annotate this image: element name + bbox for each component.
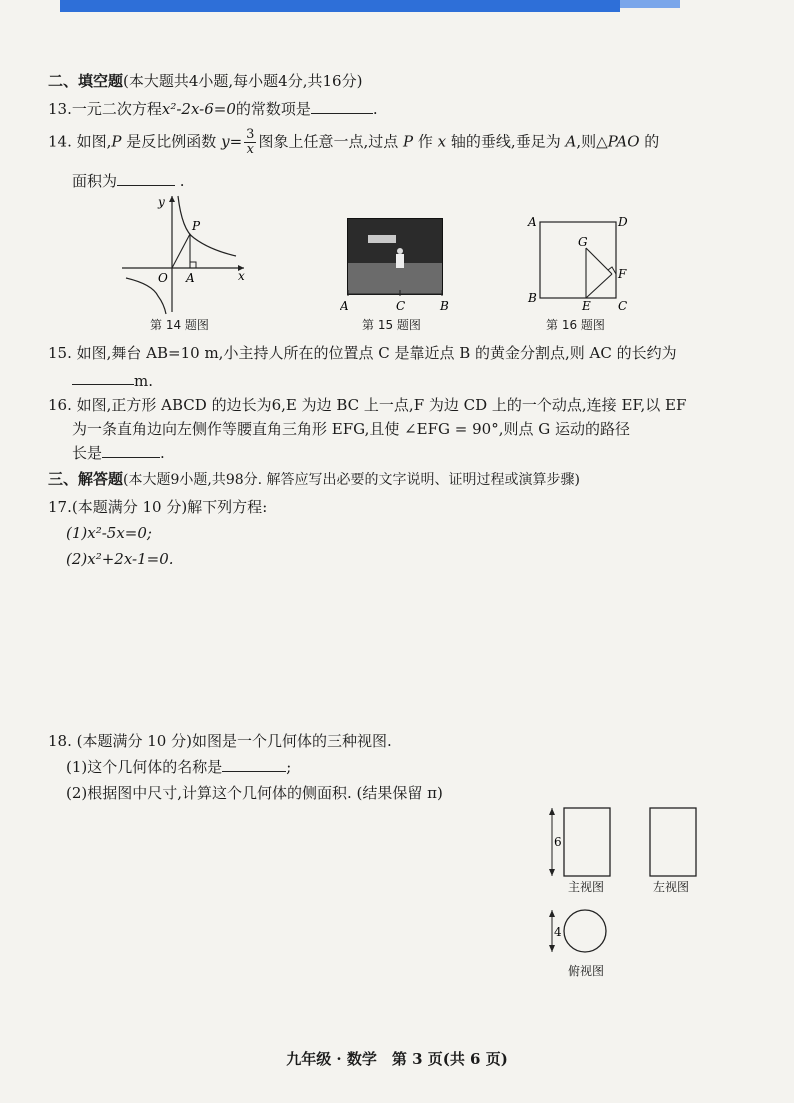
- question-16-line3: [48, 442, 165, 464]
- left-view-rect: [650, 808, 696, 876]
- q13-answer-blank[interactable]: [311, 99, 373, 114]
- q14-text-g: 的: [644, 132, 660, 151]
- q14-point-p-2: P: [403, 132, 414, 151]
- q14-var-y: y: [221, 132, 230, 151]
- fig14-label-a: A: [186, 271, 195, 285]
- q18-number: 18.: [48, 732, 72, 750]
- q17-number: 17.: [48, 498, 72, 516]
- fig14-y-arrow: [169, 196, 175, 202]
- fig15-stage-photo: [347, 218, 443, 295]
- top-view-caption: 俯视图: [568, 964, 605, 978]
- fig16-label-c: C: [618, 299, 628, 312]
- q14-number: 14.: [48, 132, 72, 151]
- q16-text-3: 长是: [72, 444, 103, 462]
- section-3-title: 三、解答题: [48, 470, 124, 488]
- q13-number: 13.: [48, 100, 72, 118]
- q17-part-2: (2)x²+2x-1=0.: [66, 550, 174, 568]
- q14-var-x: x: [437, 132, 447, 151]
- fig14-label-x: x: [238, 269, 245, 283]
- front-dim-arrow-bottom: [549, 869, 555, 876]
- fig16-label-f: F: [618, 267, 627, 281]
- q14-eq-sign: =: [229, 132, 243, 151]
- section-2-heading: [48, 70, 362, 92]
- q16-text-1: 如图,正方形 ABCD 的边长为6,E 为边 BC 上一点,F 为边 CD 上的一个动点,连接 EF,以 EF: [76, 396, 687, 414]
- q13-text-2: 的常数项是: [235, 100, 311, 118]
- fig15-label-a: A: [340, 299, 349, 313]
- q15-answer-blank[interactable]: [72, 370, 134, 385]
- q14-period: .: [179, 172, 185, 190]
- top-blue-strip-light: [620, 0, 680, 8]
- left-view-caption: 左视图: [653, 880, 690, 894]
- fig15-host-body: [396, 254, 404, 268]
- q14-fraction: [244, 128, 256, 157]
- top-dim-arrow-bottom: [549, 945, 555, 952]
- section-3-heading: [48, 468, 580, 491]
- q14-text-f: 则△: [581, 132, 608, 151]
- fig14-right-angle: [190, 262, 196, 268]
- section-2-note: (本大题共4小题,每小题4分,共16分): [123, 72, 363, 90]
- fig16-square: [540, 222, 616, 298]
- q14-fraction-den: x: [246, 142, 254, 157]
- fig15-label-b: B: [440, 299, 449, 313]
- q14-answer-blank[interactable]: [117, 171, 175, 186]
- q16-number: 16.: [48, 396, 72, 414]
- q14-text-e: 轴的垂线,垂足为: [450, 132, 561, 151]
- q15-unit: m.: [134, 372, 153, 390]
- fig16-segment-ef: [586, 274, 612, 298]
- fig15-baseline: [340, 290, 452, 314]
- fig14-label-p: P: [192, 219, 201, 233]
- q14-text-c: 图象上任意一点,过点: [258, 132, 399, 151]
- q18-part-1-end: ;: [286, 758, 292, 776]
- top-view-circle: [564, 910, 606, 952]
- fig14-curve-q1: [178, 196, 236, 256]
- q14-area-text: 面积为: [72, 172, 118, 190]
- q16-answer-blank[interactable]: [102, 443, 160, 458]
- fig14-label-o: O: [158, 271, 168, 285]
- q18-title: (本题满分 10 分)如图是一个几何体的三种视图.: [76, 732, 392, 750]
- fig16-label-g: G: [578, 235, 588, 249]
- fig16-caption: 第 16 题图: [546, 318, 605, 332]
- fig14-label-y: y: [158, 195, 165, 209]
- q13-text: 一元二次方程: [71, 100, 162, 118]
- q17-title: (本题满分 10 分)解下列方程:: [71, 498, 268, 516]
- q14-point-p: P: [111, 132, 122, 151]
- top-blue-strip: [60, 0, 620, 12]
- fig15-caption: 第 15 题图: [362, 318, 421, 332]
- q13-equation: x²-2x-6=0: [161, 100, 236, 118]
- section-3-note: (本大题9小题,共98分. 解答应写出必要的文字说明、证明过程或演算步骤): [123, 472, 581, 488]
- figure-16: [524, 212, 634, 312]
- fig14-segment-op: [172, 234, 190, 268]
- front-dim-label: 6: [554, 835, 562, 849]
- fig16-label-b: B: [528, 291, 537, 305]
- q14-triangle: PAO: [607, 132, 640, 151]
- q17-part-1: (1)x²-5x=0;: [66, 524, 152, 542]
- q18-part-1-text: (1)这个几何体的名称是: [66, 758, 223, 776]
- q14-fraction-num: 3: [246, 127, 255, 142]
- q14-text-a: 如图,: [76, 132, 112, 151]
- fig15-stage-sign: [368, 235, 396, 243]
- q14-point-a: A: [565, 132, 577, 151]
- fig15-label-c: C: [396, 299, 406, 313]
- q16-text-2: 为一条直角边向左侧作等腰直角三角形 EFG,且使 ∠EFG = 90°,则点 G 运动的路径: [72, 420, 630, 438]
- q14-text-b: 是反比例函数: [126, 132, 217, 151]
- fig16-label-d: D: [618, 215, 628, 229]
- q16-period: .: [160, 444, 165, 462]
- page-footer: 九年级 · 数学 第 3 页(共 6 页): [286, 1050, 508, 1068]
- q13-period: .: [372, 100, 378, 118]
- q18-part-2: (2)根据图中尺寸,计算这个几何体的侧面积. (结果保留 π): [66, 784, 443, 802]
- section-2-title: 二、填空题: [48, 72, 124, 90]
- q18-part-1: [66, 756, 291, 778]
- question-16-line2: [48, 418, 630, 440]
- question-15: [48, 342, 677, 364]
- question-14: 14. 如图,P 是反比例函数 y= $\frac{3}{x}$ 图象上任意一点,过点 P 作 x 轴的垂线,垂足为 A,则△PAO 的: [48, 127, 660, 157]
- q15-text: 如图,舞台 AB=10 m,小主持人所在的位置点 C 是靠近点 B 的黄金分割点,则 AC 的长约为: [76, 344, 677, 362]
- figure-14: [118, 192, 250, 317]
- fig14-caption: 第 14 题图: [150, 318, 209, 332]
- question-15-line2: [48, 370, 153, 392]
- q18-answer-blank[interactable]: [222, 757, 286, 772]
- front-dim-arrow-top: [549, 808, 555, 815]
- question-14-line2: [48, 170, 185, 192]
- fig16-label-e: E: [582, 299, 591, 312]
- question-13: [48, 98, 378, 120]
- fig16-label-a: A: [528, 215, 537, 229]
- question-18: [48, 730, 392, 752]
- question-16: [48, 394, 686, 416]
- q14-text-d: 作: [417, 132, 433, 151]
- top-dim-arrow-top: [549, 910, 555, 917]
- front-view-rect: [564, 808, 610, 876]
- q15-number: 15.: [48, 344, 72, 362]
- front-view-caption: 主视图: [568, 880, 605, 894]
- question-17: [48, 496, 267, 518]
- top-dim-label: 4: [554, 925, 562, 939]
